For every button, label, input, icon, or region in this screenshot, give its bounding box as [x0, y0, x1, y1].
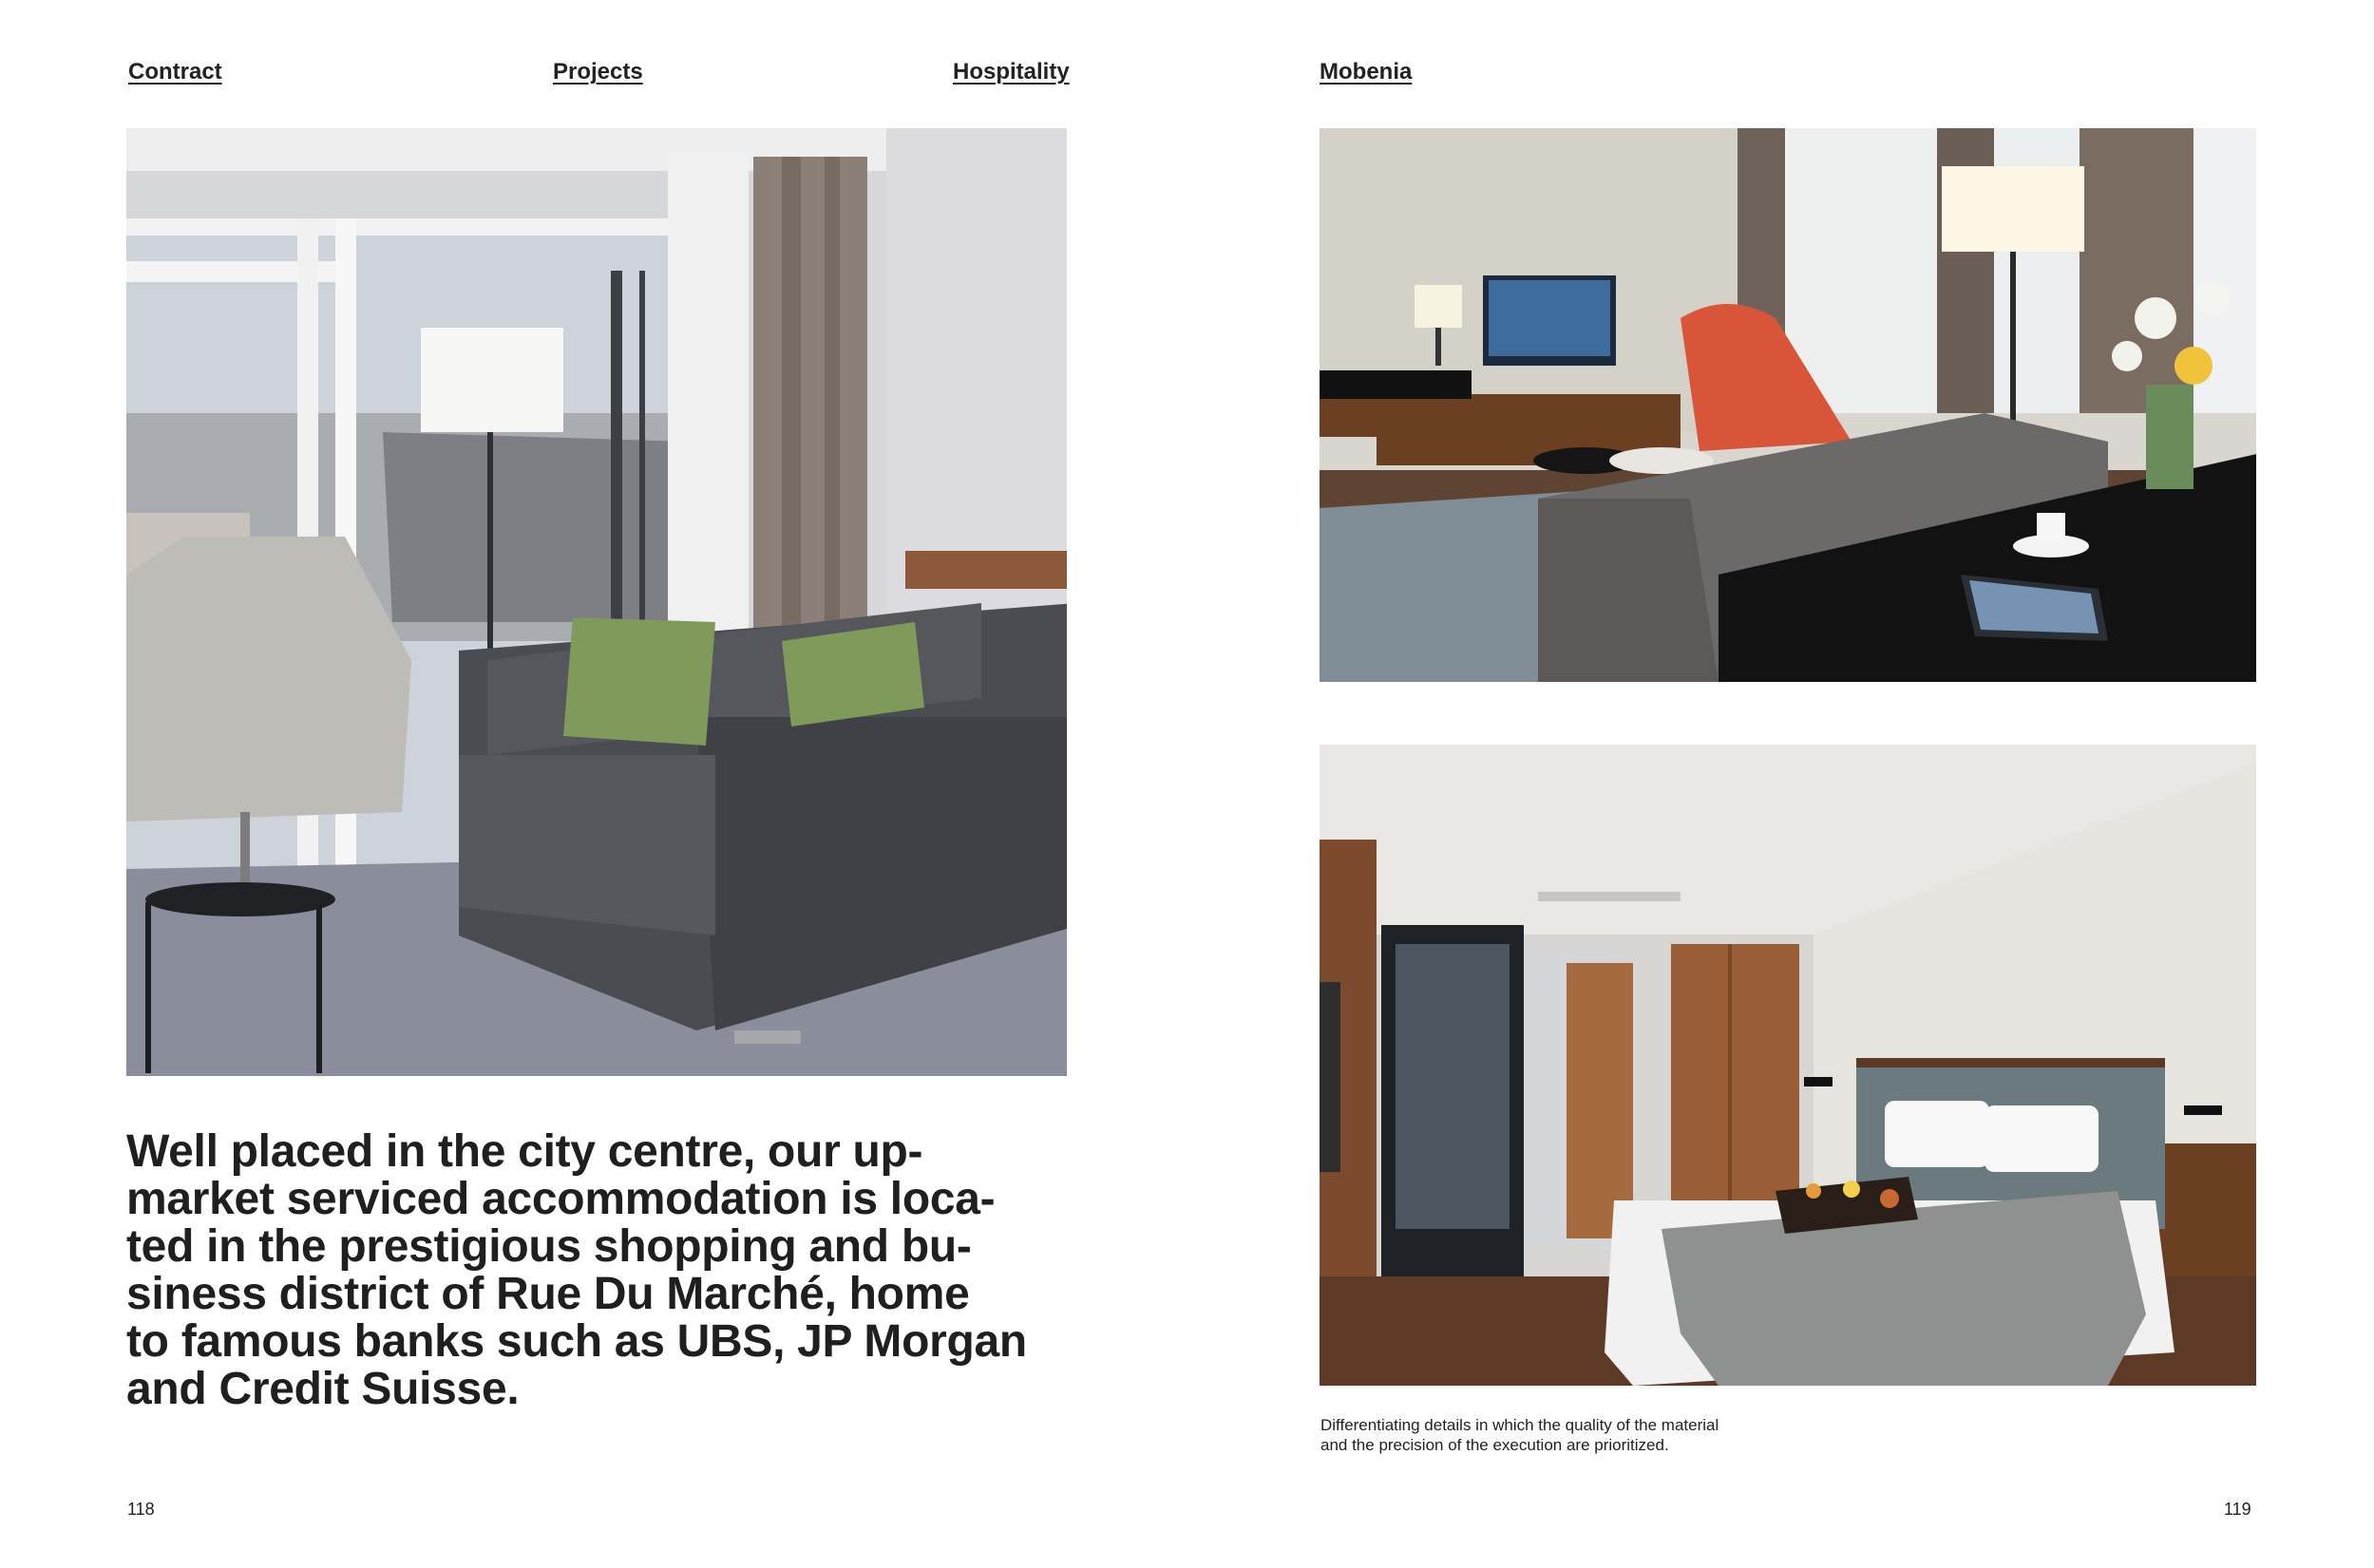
- caption-line: Differentiating details in which the quality of the material: [1320, 1416, 1719, 1434]
- photo-caption: [1320, 1415, 1852, 1455]
- lead-line: Well placed in the city centre, our up-: [126, 1126, 923, 1177]
- living-room-photo: [126, 128, 1067, 1076]
- lead-line: siness district of Rue Du Marché, home: [126, 1269, 970, 1319]
- lead-paragraph: [126, 1128, 1095, 1413]
- lead-line: market serviced accommodation is loca-: [126, 1174, 996, 1224]
- nav-projects[interactable]: Projects: [553, 59, 643, 85]
- nav-hospitality[interactable]: Hospitality: [953, 59, 1070, 85]
- page-number-right: 119: [2224, 1500, 2251, 1519]
- suite-living-photo: [1320, 128, 2256, 682]
- page-number-left: 118: [127, 1500, 155, 1519]
- caption-line: and the precision of the execution are prioritized.: [1320, 1436, 1669, 1454]
- nav-contract[interactable]: Contract: [128, 59, 222, 85]
- lead-line: and Credit Suisse.: [126, 1364, 520, 1414]
- lead-line: ted in the prestigious shopping and bu-: [126, 1221, 972, 1272]
- bedroom-photo: [1320, 745, 2256, 1386]
- nav-mobenia[interactable]: Mobenia: [1320, 59, 1413, 85]
- lead-line: to famous banks such as UBS, JP Morgan: [126, 1316, 1027, 1367]
